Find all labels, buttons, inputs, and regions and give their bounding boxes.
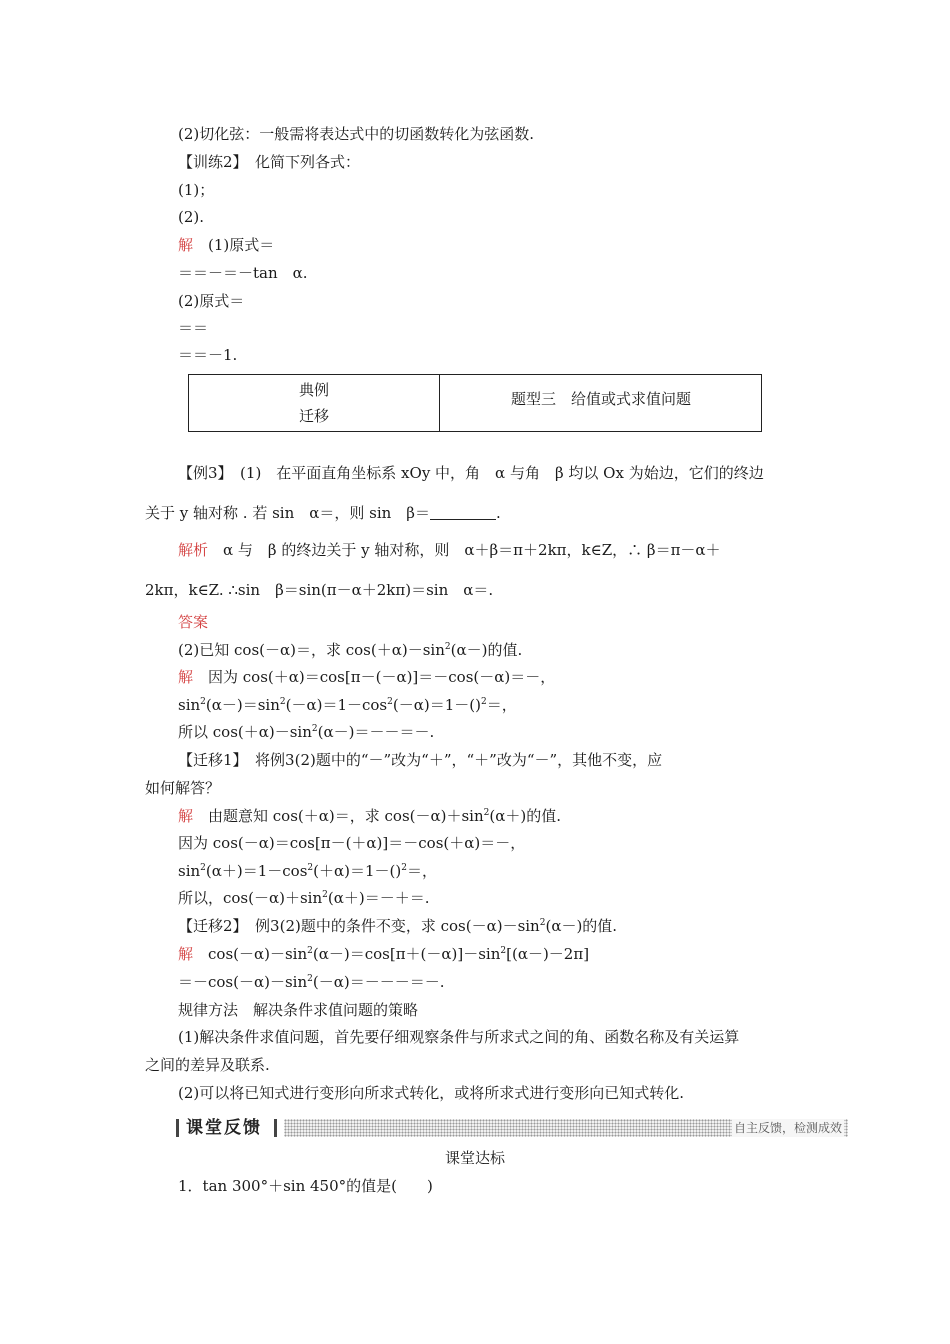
text-line: (2)可以将已知式进行变形向所求式转化，或将所求式进行变形向已知式转化. [178, 1084, 685, 1102]
text-line: (1)； [178, 181, 215, 199]
table-left-line: 典例 [298, 381, 329, 399]
superscript: 2 [483, 808, 490, 818]
text-span: ＝， [486, 696, 517, 714]
solution-line [178, 944, 589, 967]
solution-label: 解 [178, 236, 194, 254]
text-line [178, 722, 434, 745]
text-span: (1)原式＝ [193, 236, 275, 254]
section-table [188, 374, 762, 432]
text-line: 2kπ，k∈Z. ∴sin β＝sin(π－α＋2kπ)＝sin α＝. [145, 581, 494, 599]
example-heading: 【例3】 (1) 在平面直角坐标系 xOy 中，角 α 与角 β 均以 Ox 为始边，它们的终边 [178, 464, 764, 482]
transfer-heading: 【迁移1】 将例3(2)题中的“－”改为“＋”，“＋”改为“－”，其他不变，应 [178, 751, 663, 769]
banner-bar [176, 1119, 179, 1137]
banner-note: 自主反馈，检测成效 [733, 1121, 842, 1135]
transfer-heading [178, 916, 617, 939]
solution-line [178, 806, 561, 829]
text-span: (α＋)的值. [489, 807, 561, 825]
text-span: (α－)＝－－＝－. [317, 723, 435, 741]
text-line: 之间的差异及联系. [145, 1056, 270, 1074]
text-span: 因为 cos(＋α)＝cos[π－(－α)]＝－cos(－α)＝－， [193, 668, 556, 686]
text-span: 【迁移2】 例3(2)题中的条件不变，求 cos(－α)－sin [178, 917, 540, 935]
solution-label: 解 [178, 945, 194, 963]
solution-line [178, 235, 274, 255]
text-span: 关于 y 轴对称 . 若 sin α＝，则 sin β＝ [145, 504, 430, 522]
exercise-heading: 【训练2】 化简下列各式： [178, 153, 361, 171]
table-right-cell: 题型三 给值或式求值问题 [510, 390, 691, 408]
text-span: (2)已知 cos(－α)＝，求 cos(＋α)－sin [178, 641, 445, 659]
text-line [145, 503, 501, 523]
text-span: 所以 cos(＋α)－sin [178, 723, 312, 741]
superscript: 2 [322, 890, 328, 900]
text-line [178, 888, 429, 911]
text-span: . [495, 504, 501, 522]
superscript: 2 [200, 863, 206, 873]
text-span: 所以，cos(－α)＋sin [178, 889, 323, 907]
question-line: 1．tan 300°＋sin 450°的值是( ) [178, 1177, 433, 1195]
text-span: [(α－)－2π] [506, 945, 590, 963]
analysis-label: 解析 [178, 541, 209, 559]
text-span: (＋α)＝1－() [313, 862, 402, 880]
analysis-line [178, 540, 721, 560]
text-line: (2)原式＝ [178, 292, 245, 310]
text-span: ＝－cos(－α)－sin [178, 973, 308, 991]
text-line: (1)解决条件求值问题，首先要仔细观察条件与所求式之间的角、函数名称及有关运算 [178, 1028, 740, 1046]
method-heading: 规律方法 解决条件求值问题的策略 [178, 1001, 419, 1019]
superscript: 2 [480, 697, 487, 707]
text-span: (－α)＝1－() [392, 696, 481, 714]
superscript: 2 [500, 946, 507, 956]
text-line [178, 695, 517, 718]
text-line: (2)切化弦：一般需将表达式中的切函数转化为弦函数. [178, 125, 535, 143]
text-span: (α－)＝sin [205, 696, 280, 714]
superscript: 2 [279, 697, 286, 707]
text-span: (α＋)＝－＋＝. [327, 889, 430, 907]
text-span: sin [178, 696, 201, 714]
text-line: 因为 cos(－α)＝cos[π－(＋α)]＝－cos(＋α)＝－， [178, 834, 526, 852]
superscript: 2 [387, 697, 393, 707]
superscript: 2 [444, 642, 451, 652]
solution-label: 解 [178, 807, 194, 825]
section-banner [176, 1117, 848, 1139]
text-line: ＝＝－1. [178, 346, 238, 364]
table-left-line: 迁移 [298, 407, 329, 425]
text-line: ＝＝－＝－tan α. [178, 264, 308, 282]
solution-label: 解 [178, 668, 194, 686]
text-span: cos(－α)－sin [193, 945, 308, 963]
text-span: (－α)＝－－－＝－. [312, 973, 445, 991]
superscript: 2 [200, 697, 206, 707]
table-divider [439, 375, 440, 431]
superscript: 2 [311, 724, 318, 734]
text-span: (α－)的值. [450, 641, 523, 659]
text-line: ＝＝ [178, 319, 209, 337]
text-line [178, 640, 522, 663]
text-span: (α＋)＝1－cos [205, 862, 308, 880]
superscript: 2 [307, 974, 313, 984]
text-span: (α－)的值. [545, 917, 618, 935]
text-line: (2). [178, 208, 205, 226]
text-span: (－α)＝1－cos [285, 696, 388, 714]
table-left-cell [189, 377, 439, 429]
answer-blank [430, 505, 496, 520]
superscript: 2 [539, 918, 546, 928]
banner-bar [274, 1119, 277, 1137]
text-span: 由题意知 cos(＋α)＝，求 cos(－α)＋sin [193, 807, 484, 825]
solution-line [178, 667, 555, 687]
superscript: 2 [307, 946, 313, 956]
superscript: 2 [307, 863, 314, 873]
text-span: sin [178, 862, 201, 880]
banner-title: 课堂反馈 [186, 1118, 262, 1138]
text-line [178, 861, 437, 884]
text-span: (α－)＝cos[π＋(－α)]－sin [312, 945, 501, 963]
text-line: 如何解答？ [145, 779, 221, 797]
superscript: 2 [401, 863, 407, 873]
text-span: α 与 β 的终边关于 y 轴对称，则 α＋β＝π＋2kπ，k∈Z，∴ β＝π－α＋ [208, 541, 721, 559]
answer-label: 答案 [178, 613, 209, 631]
section-title: 课堂达标 [444, 1149, 505, 1167]
text-line [178, 972, 444, 995]
text-span: ＝， [406, 862, 437, 880]
